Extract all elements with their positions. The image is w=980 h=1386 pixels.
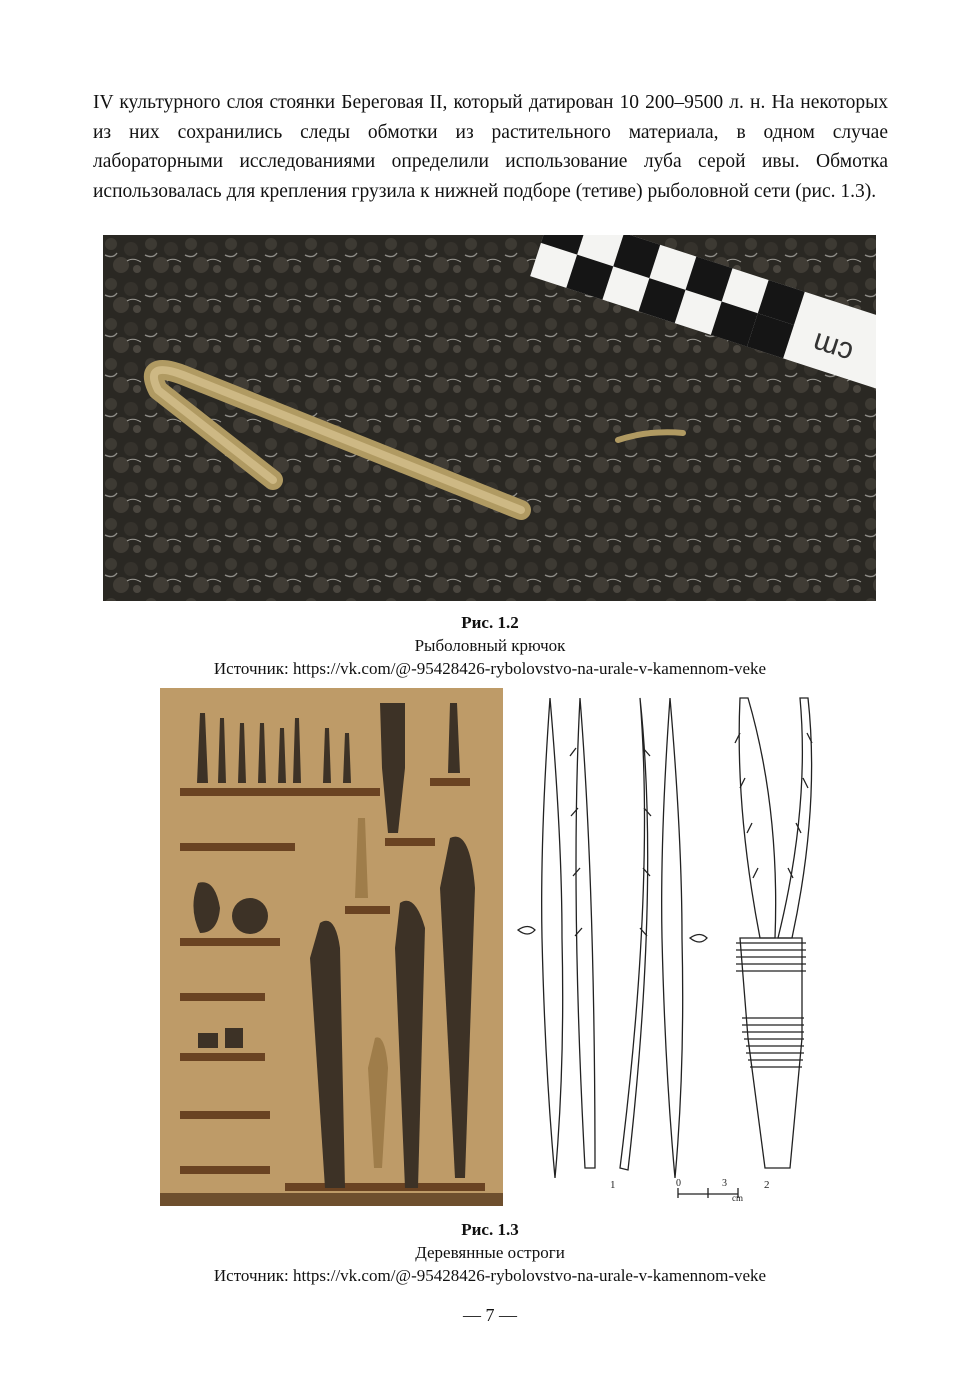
- figure-2-title: Деревянные остроги: [415, 1243, 565, 1262]
- drawing-label-1: 1: [610, 1179, 616, 1191]
- figure-1-source: Источник: https://vk.com/@-95428426-rybolovstvo-na-urale-v-kamennom-veke: [213, 659, 767, 678]
- drawing-label-2: 2: [764, 1179, 770, 1191]
- scale-zero: 0: [676, 1178, 681, 1189]
- page-number: — 7 —: [463, 1305, 517, 1325]
- fishing-hook-photo: [103, 235, 876, 601]
- scale-unit: cm: [732, 1193, 743, 1203]
- scale-three: 3: [722, 1178, 727, 1189]
- figure-2-source: Источник: https://vk.com/@-95428426-rybolovstvo-na-urale-v-kamennom-veke: [213, 1266, 767, 1285]
- body-paragraph: IV культурного слоя стоянки Береговая II, который датирован 10 200–9500 л. н. На некоторых из них сохранились следы обмотки из растительного материала, в одном случае лабораторными исследованиями определили использование луба серой ивы. Обмотка использовалась для крепления грузила к нижней подборе (тетиве) рыболовной сети (рис. 1.3).: [93, 92, 888, 202]
- scale-label: cm: [808, 325, 857, 370]
- figure-2-number: Рис. 1.3: [461, 1220, 519, 1239]
- figure-1-number: Рис. 1.2: [461, 613, 519, 632]
- figure-1-title: Рыболовный крючок: [414, 636, 566, 655]
- museum-display-photo: [160, 688, 503, 1206]
- harpoon-drawings: [510, 688, 830, 1208]
